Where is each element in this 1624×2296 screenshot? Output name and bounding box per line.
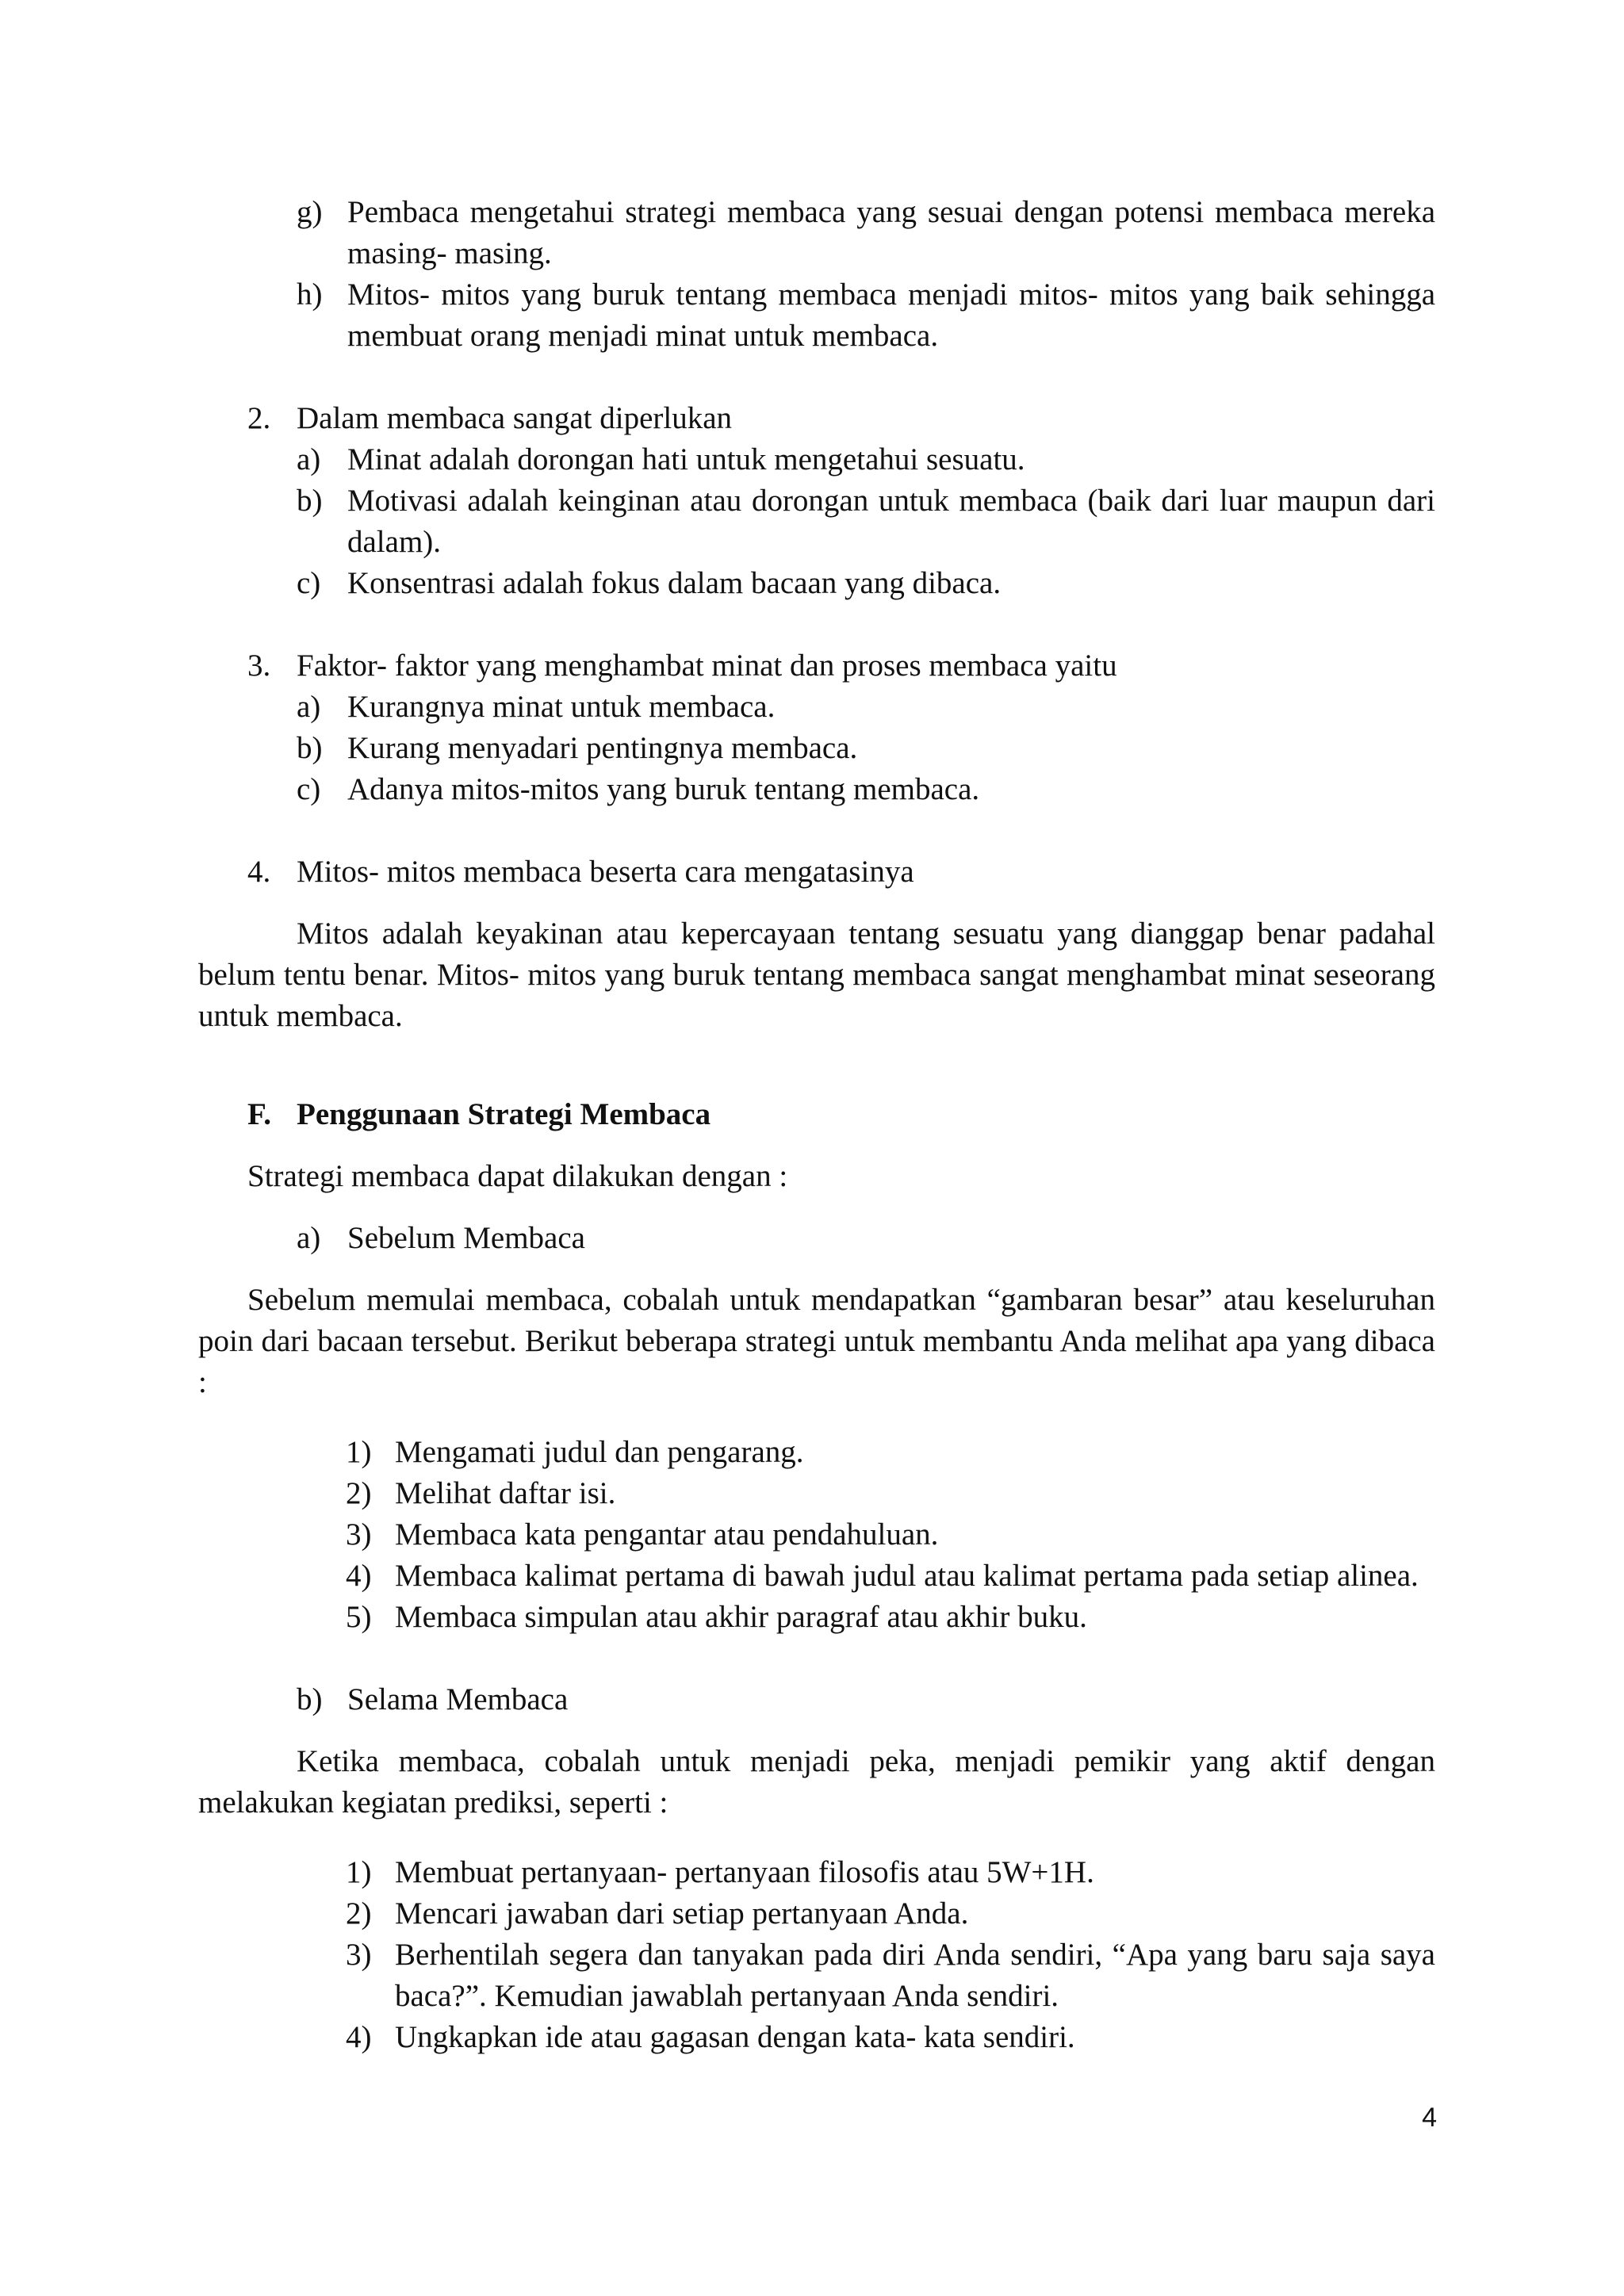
- list-marker: 3): [346, 1517, 372, 1552]
- subsection-label: Selama Membaca: [347, 1682, 569, 1716]
- list-text: Mengamati judul dan pengarang.: [395, 1435, 804, 1469]
- document-page: [198, 192, 1435, 2058]
- list-marker: 1): [346, 1435, 372, 1469]
- list-marker: 3.: [247, 649, 271, 683]
- list-item: [198, 1893, 1435, 1934]
- list-marker: g): [297, 195, 323, 229]
- list-marker: c): [297, 772, 321, 806]
- section-heading: [198, 1094, 1435, 1135]
- list-marker: h): [297, 277, 323, 312]
- list-item: [198, 769, 1435, 810]
- list-item: [198, 728, 1435, 769]
- list-marker: 4): [346, 1559, 372, 1593]
- list-marker: b): [297, 731, 323, 765]
- list-item: [198, 1934, 1435, 2017]
- list-marker: 4.: [247, 855, 271, 889]
- subsection-label: Sebelum Membaca: [347, 1221, 585, 1255]
- subsection-before: [198, 1218, 1435, 1259]
- list-text: Faktor- faktor yang menghambat minat dan proses membaca yaitu: [297, 649, 1117, 683]
- list-text: Konsentrasi adalah fokus dalam bacaan yang dibaca.: [347, 566, 1002, 600]
- list-marker: 3): [346, 1938, 372, 1972]
- list-item: [198, 1473, 1435, 1514]
- list-item: [198, 1556, 1435, 1597]
- list-text: Motivasi adalah keinginan atau dorongan untuk membaca (baik dari luar maupun dari dalam).: [347, 484, 1435, 559]
- list-marker: b): [297, 1682, 323, 1716]
- list-text: Dalam membaca sangat diperlukan: [297, 401, 733, 435]
- list-item: [198, 563, 1435, 604]
- list-item: [198, 1514, 1435, 1556]
- list-item: [198, 192, 1435, 274]
- list-text: Ungkapkan ide atau gagasan dengan kata- kata sendiri.: [395, 2020, 1075, 2054]
- list-marker: 2): [346, 1476, 372, 1510]
- paragraph-mitos: Mitos adalah keyakinan atau kepercayaan tentang sesuatu yang dianggap benar padahal belum tentu benar. Mitos- mitos yang buruk tentang membaca sangat menghambat minat seseorang untuk membaca.: [198, 916, 1435, 1033]
- list-marker: 2.: [247, 401, 271, 435]
- numbered-item-2: [198, 398, 1435, 439]
- list-text: Membaca simpulan atau akhir paragraf atau akhir buku.: [395, 1600, 1087, 1634]
- numbered-item-3: [198, 645, 1435, 687]
- list-text: Mencari jawaban dari setiap pertanyaan Anda.: [395, 1896, 969, 1931]
- list-text: Membuat pertanyaan- pertanyaan filosofis atau 5W+1H.: [395, 1855, 1094, 1889]
- list-item: [198, 480, 1435, 563]
- list-text: Kurang menyadari pentingnya membaca.: [347, 731, 858, 765]
- list-text: Pembaca mengetahui strategi membaca yang sesuai dengan potensi membaca mereka masing- masing.: [347, 195, 1435, 270]
- list-marker: 5): [346, 1600, 372, 1634]
- list-text: Melihat daftar isi.: [395, 1476, 616, 1510]
- list-item: [198, 1852, 1435, 1893]
- list-text: Mitos- mitos membaca beserta cara mengatasinya: [297, 855, 914, 889]
- list-marker: 2): [346, 1896, 372, 1931]
- list-item: [198, 2017, 1435, 2058]
- subsection-during: [198, 1679, 1435, 1720]
- list-text: Berhentilah segera dan tanyakan pada diri Anda sendiri, “Apa yang baru saja saya baca?”. Kemudian jawablah pertanyaan Anda sendiri.: [395, 1938, 1435, 2013]
- page-number: 4: [1422, 2103, 1437, 2133]
- list-marker: b): [297, 484, 323, 518]
- list-text: Kurangnya minat untuk membaca.: [347, 690, 776, 724]
- list-item: [198, 274, 1435, 357]
- list-text: Membaca kata pengantar atau pendahuluan.: [395, 1517, 939, 1552]
- list-marker: a): [297, 1221, 321, 1255]
- list-text: Minat adalah dorongan hati untuk mengetahui sesuatu.: [347, 442, 1025, 476]
- paragraph-during: Ketika membaca, cobalah untuk menjadi peka, menjadi pemikir yang aktif dengan melakukan kegiatan prediksi, seperti :: [198, 1744, 1435, 1820]
- numbered-item-4: [198, 851, 1435, 893]
- list-text: Membaca kalimat pertama di bawah judul atau kalimat pertama pada setiap alinea.: [395, 1559, 1419, 1593]
- list-marker: c): [297, 566, 321, 600]
- list-text: Mitos- mitos yang buruk tentang membaca menjadi mitos- mitos yang baik sehingga membuat orang menjadi minat untuk membaca.: [347, 277, 1435, 353]
- list-item: [198, 687, 1435, 728]
- list-marker: 4): [346, 2020, 372, 2054]
- paragraph-before: Sebelum memulai membaca, cobalah untuk mendapatkan “gambaran besar” atau keseluruhan poin dari bacaan tersebut. Berikut beberapa strategi untuk membantu Anda melihat apa yang dibaca :: [198, 1283, 1435, 1399]
- list-marker: a): [297, 690, 321, 724]
- list-marker: a): [297, 442, 321, 476]
- list-item: [198, 1597, 1435, 1638]
- list-item: [198, 1432, 1435, 1473]
- list-marker: 1): [346, 1855, 372, 1889]
- section-title: Penggunaan Strategi Membaca: [297, 1097, 711, 1131]
- section-intro: Strategi membaca dapat dilakukan dengan :: [247, 1159, 788, 1193]
- list-text: Adanya mitos-mitos yang buruk tentang membaca.: [347, 772, 980, 806]
- section-marker: F.: [247, 1097, 271, 1131]
- list-item: [198, 439, 1435, 480]
